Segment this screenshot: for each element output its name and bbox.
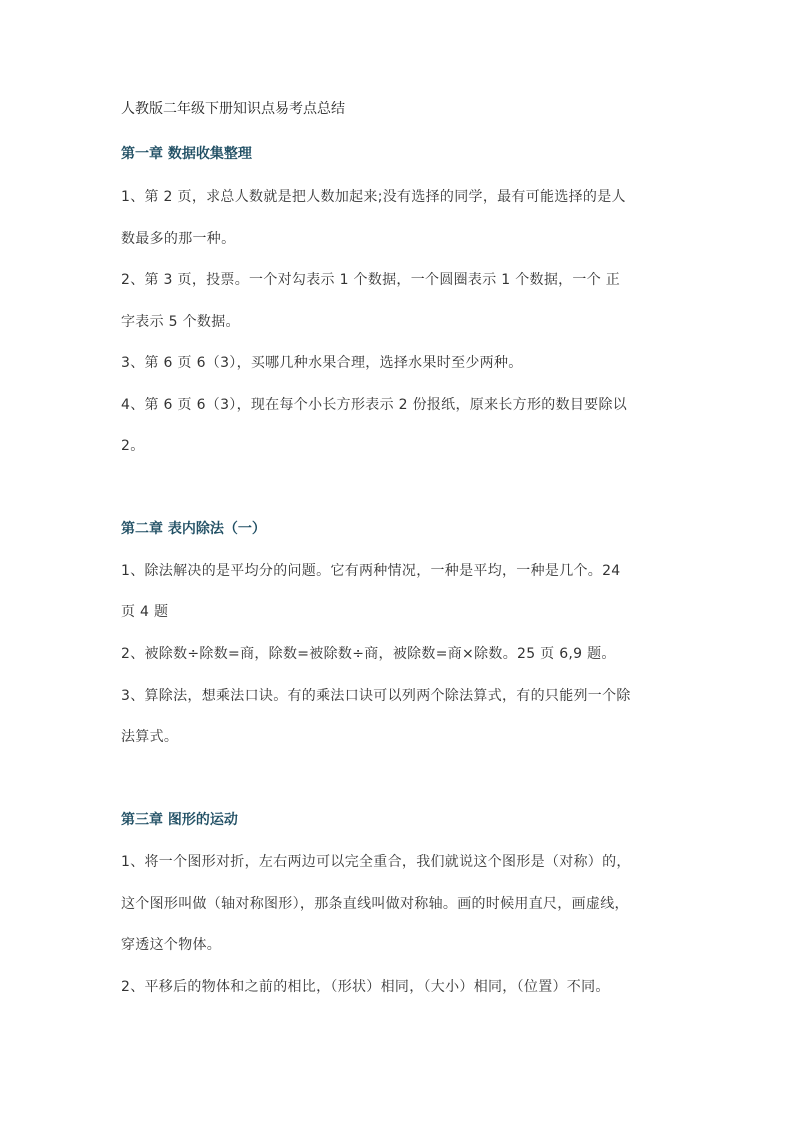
chapter-1-line-5: 3、第 6 页 6（3），买哪几种水果合理，选择水果时至少两种。 (121, 355, 523, 371)
chapter-3-heading: 第三章 图形的运动 (121, 812, 238, 828)
chapter-2-line-1: 1、除法解决的是平均分的问题。它有两种情况，一种是平均，一种是几个。24 (121, 563, 621, 579)
document-title: 人教版二年级下册知识点易考点总结 (121, 101, 345, 117)
chapter-1-line-4: 字表示 5 个数据。 (121, 314, 240, 330)
chapter-3-line-2: 这个图形叫做（轴对称图形），那条直线叫做对称轴。画的时候用直尺，画虚线， (121, 896, 629, 912)
chapter-1-line-3: 2、第 3 页，投票。一个对勾表示 1 个数据，一个圆圈表示 1 个数据，一个 正 (121, 272, 621, 288)
chapter-1-line-1: 1、第 2 页，求总人数就是把人数加起来;没有选择的同学，最有可能选择的是人 (121, 189, 626, 205)
chapter-2-line-2: 页 4 题 (121, 604, 169, 620)
chapter-1-line-2: 数最多的那一种。 (121, 231, 236, 247)
chapter-1-heading: 第一章 数据收集整理 (121, 146, 252, 162)
chapter-3-line-1: 1、将一个图形对折，左右两边可以完全重合，我们就说这个图形是（对称）的， (121, 854, 631, 870)
chapter-2-line-5: 法算式。 (121, 729, 179, 745)
chapter-1-line-7: 2。 (121, 438, 145, 454)
chapter-2-heading: 第二章 表内除法（一） (121, 521, 266, 537)
chapter-3-line-3: 穿透这个物体。 (121, 937, 222, 953)
chapter-3-line-4: 2、平移后的物体和之前的相比，（形状）相同，（大小）相同，（位置）不同。 (121, 979, 610, 995)
chapter-2-line-4: 3、算除法，想乘法口诀。有的乘法口诀可以列两个除法算式，有的只能列一个除 (121, 688, 631, 704)
chapter-2-line-3: 2、被除数÷除数=商，除数=被除数÷商，被除数=商×除数。25 页 6,9 题。 (121, 646, 616, 662)
chapter-1-line-6: 4、第 6 页 6（3），现在每个小长方形表示 2 份报纸，原来长方形的数目要除以 (121, 397, 628, 413)
